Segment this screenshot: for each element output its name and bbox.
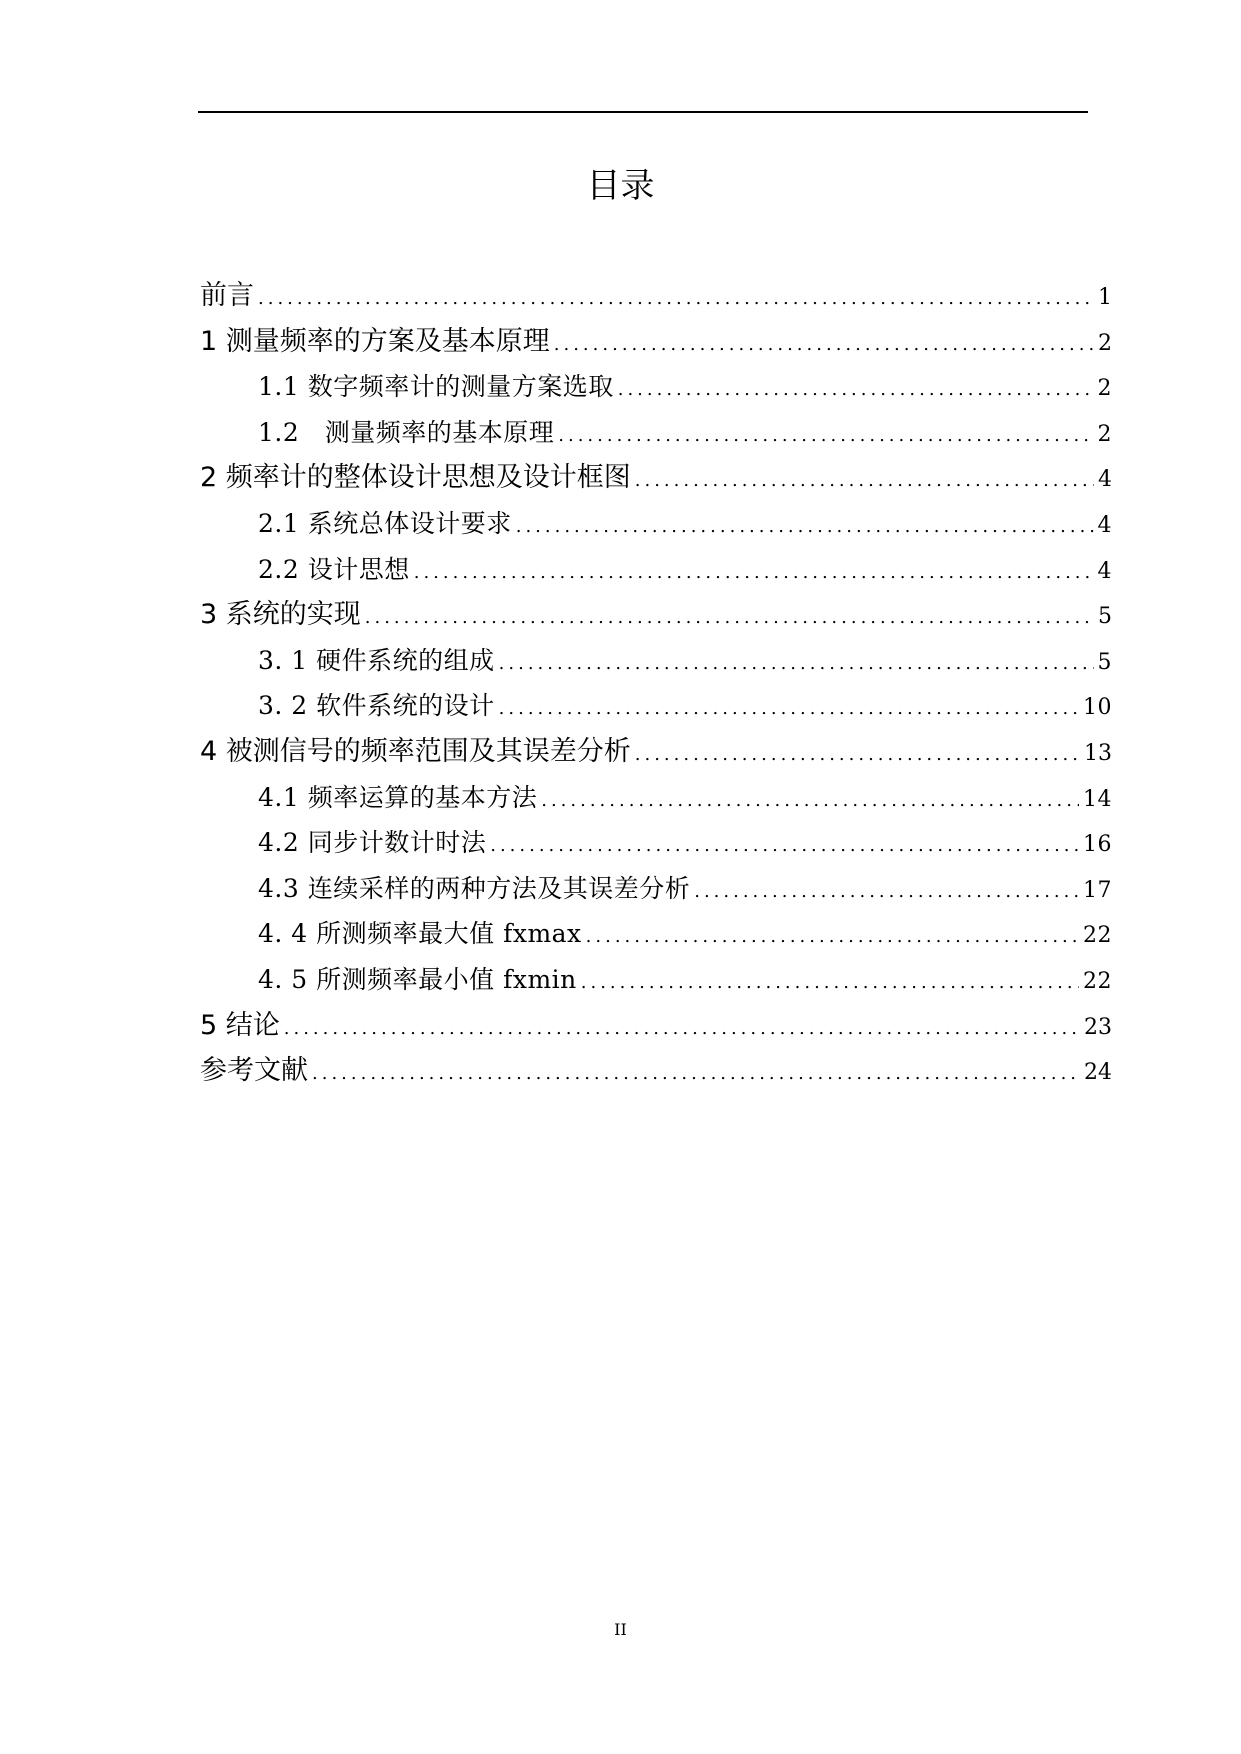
toc-entry-page: 22: [1083, 923, 1112, 949]
table-of-contents: [200, 273, 1112, 1094]
toc-entry-label: 4.1 频率运算的基本方法: [258, 782, 538, 812]
toc-entry-page: 2: [1097, 376, 1112, 402]
toc-entry[interactable]: [200, 1003, 1112, 1049]
toc-leader-dots: [541, 778, 1079, 824]
toc-title: 目录: [586, 166, 655, 206]
toc-entry-label: 2.2 设计思想: [258, 554, 410, 584]
toc-entry-page: 17: [1083, 877, 1112, 903]
toc-entry[interactable]: [200, 273, 1112, 319]
toc-leader-dots: [694, 869, 1079, 915]
toc-leader-dots: [581, 960, 1079, 1006]
toc-entry-label: 1.1 数字频率计的测量方案选取: [258, 372, 614, 402]
toc-entry-page: 23: [1084, 1014, 1112, 1040]
toc-entry[interactable]: [200, 592, 1112, 638]
toc-entry-label: 1 测量频率的方案及基本原理: [200, 325, 550, 357]
toc-entry-page: 5: [1097, 649, 1112, 675]
toc-entry[interactable]: [200, 729, 1112, 775]
toc-entry-label: 5 结论: [200, 1009, 280, 1041]
toc-entry-label: 前言: [200, 280, 254, 311]
toc-leader-dots: [258, 276, 1094, 322]
toc-entry[interactable]: [200, 319, 1112, 365]
toc-leader-dots: [499, 686, 1079, 732]
toc-leader-dots: [490, 823, 1079, 869]
toc-entry-label: 4.3 连续采样的两种方法及其误差分析: [258, 873, 691, 903]
toc-leader-dots: [312, 1051, 1080, 1097]
toc-entry[interactable]: [200, 911, 1112, 957]
toc-entry[interactable]: [200, 638, 1112, 684]
toc-entry-label: 4. 5 所测频率最小值 fxmin: [258, 964, 577, 994]
toc-leader-dots: [586, 914, 1079, 960]
toc-entry-page: 16: [1083, 832, 1112, 858]
toc-entry-page: 5: [1098, 604, 1112, 630]
toc-entry-label: 4. 4 所测频率最大值 fxmax: [258, 919, 582, 949]
toc-entry-page: 4: [1098, 467, 1112, 493]
toc-leader-dots: [499, 641, 1094, 687]
toc-entry-label: 4 被测信号的频率范围及其误差分析: [200, 735, 631, 767]
toc-leader-dots: [558, 413, 1093, 459]
toc-leader-dots: [635, 458, 1094, 504]
toc-entry-page: 2: [1098, 330, 1112, 356]
toc-entry-page: 13: [1084, 740, 1112, 766]
toc-leader-dots: [635, 732, 1080, 778]
toc-entry-label: 参考文献: [200, 1055, 308, 1087]
toc-entry-label: 3. 2 软件系统的设计: [258, 691, 495, 721]
toc-leader-dots: [516, 504, 1094, 550]
toc-entry[interactable]: [200, 866, 1112, 912]
toc-entry-label: 2 频率计的整体设计思想及设计框图: [200, 462, 631, 494]
toc-entry-label: 4.2 同步计数计时法: [258, 828, 487, 858]
toc-leader-dots: [618, 367, 1094, 413]
toc-entry[interactable]: [200, 501, 1112, 547]
toc-entry[interactable]: [200, 683, 1112, 729]
toc-entry-label: 2.1 系统总体设计要求: [258, 508, 512, 538]
toc-leader-dots: [414, 550, 1094, 596]
toc-entry[interactable]: [200, 1048, 1112, 1094]
toc-entry-page: 14: [1083, 786, 1112, 812]
toc-entry-page: 1: [1098, 285, 1112, 310]
toc-leader-dots: [365, 595, 1094, 641]
toc-entry[interactable]: [200, 547, 1112, 593]
toc-entry-label: 3 系统的实现: [200, 599, 361, 631]
toc-entry-page: 24: [1084, 1060, 1112, 1086]
toc-entry[interactable]: [200, 957, 1112, 1003]
page-number: II: [614, 1620, 627, 1639]
toc-entry[interactable]: [200, 775, 1112, 821]
toc-entry[interactable]: [200, 455, 1112, 501]
toc-entry-label: 1.2 测量频率的基本原理: [258, 417, 555, 447]
toc-entry[interactable]: [200, 820, 1112, 866]
toc-entry-page: 10: [1083, 695, 1112, 721]
toc-entry[interactable]: [200, 364, 1112, 410]
toc-entry-label: 3. 1 硬件系统的组成: [258, 645, 495, 675]
toc-entry[interactable]: [200, 410, 1112, 456]
toc-entry-page: 22: [1083, 968, 1112, 994]
header-rule: [198, 111, 1088, 113]
toc-leader-dots: [284, 1006, 1080, 1052]
toc-entry-page: 4: [1097, 558, 1112, 584]
toc-entry-page: 4: [1097, 512, 1112, 538]
toc-entry-page: 2: [1097, 421, 1112, 447]
toc-leader-dots: [554, 322, 1094, 368]
